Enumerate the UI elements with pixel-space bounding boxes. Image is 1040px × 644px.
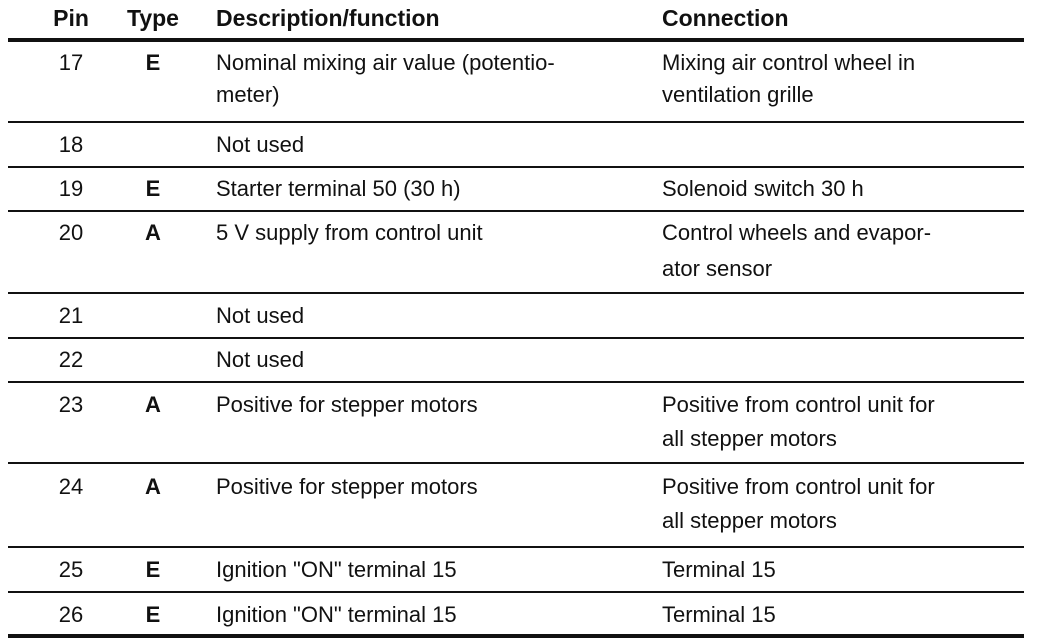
- table-row: [0, 126, 1040, 164]
- table-row: [0, 551, 1040, 589]
- row-divider: [8, 121, 1024, 123]
- row-divider: [8, 546, 1024, 548]
- pin-cell: 17: [58, 50, 84, 75]
- type-cell: A: [145, 392, 161, 417]
- table-row: [0, 44, 1040, 116]
- header-rule: [8, 38, 1024, 42]
- row-divider: [8, 166, 1024, 168]
- pin-cell: 20: [58, 220, 84, 245]
- table-bottom-rule: [8, 634, 1024, 638]
- connection-cell: Terminal 15: [662, 557, 776, 582]
- connection-cell-line2: ventilation grille: [662, 82, 814, 107]
- table-row: [0, 341, 1040, 379]
- type-cell: E: [145, 50, 161, 75]
- row-divider: [8, 210, 1024, 212]
- table-row: [0, 468, 1040, 540]
- connection-cell: Mixing air control wheel in: [662, 50, 916, 75]
- type-cell: A: [145, 474, 161, 499]
- row-divider: [8, 462, 1024, 464]
- description-cell: Positive for stepper motors: [216, 392, 478, 417]
- connection-cell-line2: all stepper motors: [662, 508, 837, 533]
- type-cell: E: [145, 557, 161, 582]
- description-cell: Ignition "ON" terminal 15: [216, 602, 457, 627]
- type-cell: A: [145, 220, 161, 245]
- connection-cell: Positive from control unit for: [662, 392, 935, 417]
- description-cell: Not used: [216, 132, 305, 157]
- header-connection: Connection: [662, 5, 789, 31]
- connection-cell-line2: ator sensor: [662, 256, 773, 281]
- table-row: [0, 214, 1040, 286]
- type-cell: E: [145, 176, 161, 201]
- pin-cell: 23: [58, 392, 84, 417]
- table-row: [0, 297, 1040, 335]
- description-cell: Ignition "ON" terminal 15: [216, 557, 457, 582]
- description-cell: Starter terminal 50 (30 h): [216, 176, 461, 201]
- table-row: [0, 596, 1040, 634]
- connection-cell: Terminal 15: [662, 602, 776, 627]
- row-divider: [8, 591, 1024, 593]
- pin-cell: 22: [58, 347, 84, 372]
- connection-cell-line2: all stepper motors: [662, 426, 837, 451]
- row-divider: [8, 337, 1024, 339]
- description-cell-line2: meter): [216, 82, 280, 107]
- header-pin: Pin: [53, 5, 89, 31]
- connection-cell: Positive from control unit for: [662, 474, 935, 499]
- description-cell: Not used: [216, 347, 305, 372]
- header-type: Type: [127, 5, 179, 31]
- table-row: [0, 170, 1040, 208]
- table-header: [0, 0, 1040, 36]
- row-divider: [8, 292, 1024, 294]
- description-cell: Positive for stepper motors: [216, 474, 478, 499]
- pin-cell: 25: [58, 557, 84, 582]
- pin-cell: 19: [58, 176, 84, 201]
- header-description: Description/function: [216, 5, 440, 31]
- pin-cell: 24: [58, 474, 84, 499]
- description-cell: Not used: [216, 303, 305, 328]
- pin-cell: 21: [58, 303, 84, 328]
- pin-cell: 26: [58, 602, 84, 627]
- connection-cell: Control wheels and evapor-: [662, 220, 932, 245]
- description-cell: Nominal mixing air value (potentio-: [216, 50, 555, 75]
- table-row: [0, 386, 1040, 458]
- type-cell: E: [145, 602, 161, 627]
- connection-cell: Solenoid switch 30 h: [662, 176, 864, 201]
- pin-cell: 18: [58, 132, 84, 157]
- description-cell: 5 V supply from control unit: [216, 220, 483, 245]
- row-divider: [8, 381, 1024, 383]
